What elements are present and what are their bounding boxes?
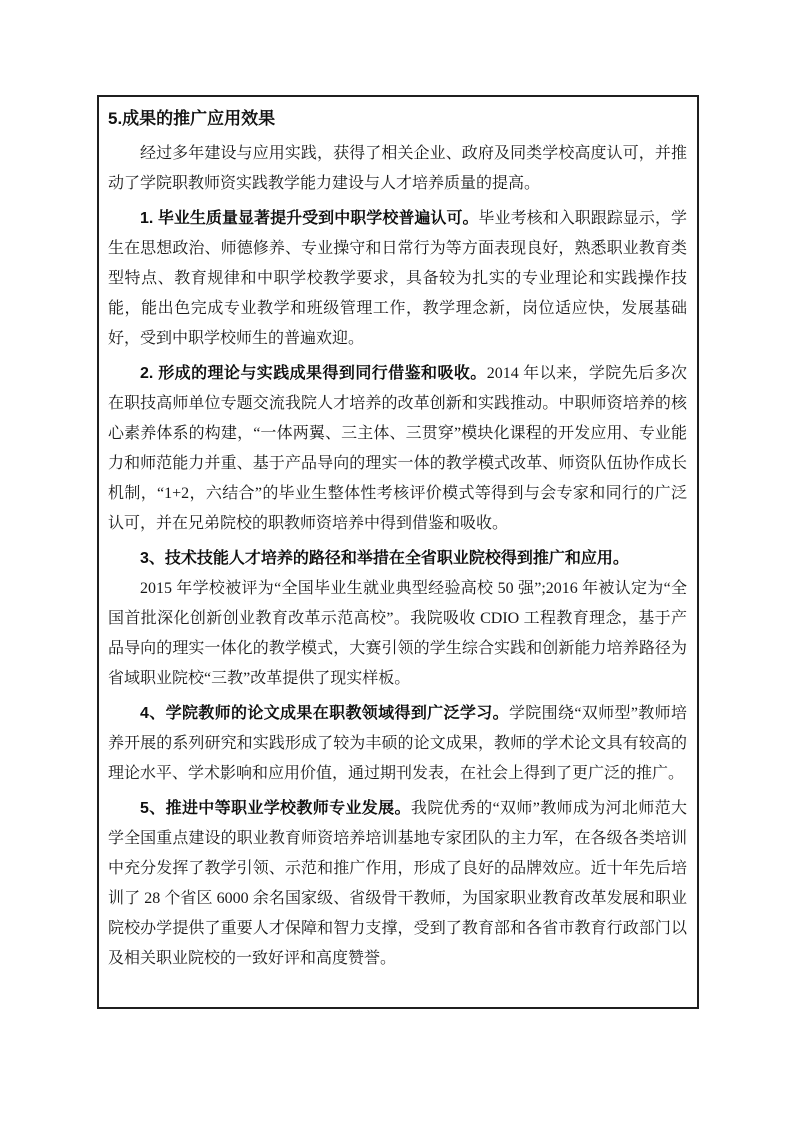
- paragraph-2: [108, 359, 687, 539]
- paragraph-lead: 4、学院教师的论文成果在职教领域得到广泛学习。: [140, 705, 509, 722]
- paragraph-lead: 2. 形成的理论与实践成果得到同行借鉴和吸收。: [140, 365, 487, 382]
- paragraph-1: [108, 204, 687, 354]
- paragraph-6: [108, 794, 687, 974]
- paragraph-5: [108, 699, 687, 789]
- paragraph-lead: 5、推进中等职业学校教师专业发展。: [140, 800, 411, 817]
- paragraph-lead: 3、技术技能人才培养的路径和举措在全省职业院校得到推广和应用。: [140, 550, 629, 567]
- paragraph-4: [108, 574, 687, 694]
- content-table-cell: [97, 95, 699, 1009]
- paragraph-text: 毕业考核和入职跟踪显示，学生在思想政治、师德修养、专业操守和日常行为等方面表现良好，熟悉职业教育类型特点、教育规律和中职学校教学要求，具备较为扎实的专业理论和实践操作技能，能出色完成专业教学和班级管理工作，教学理念新，岗位适应快，发展基础好，受到中职学校师生的普遍欢迎。: [108, 210, 687, 347]
- paragraph-text: 2014 年以来，学院先后多次在职技高师单位专题交流我院人才培养的改革创新和实践推动。中职师资培养的核心素养体系的构建，“一体两翼、三主体、三贯穿”模块化课程的开发应用、专业能力和师范能力并重、基于产品导向的理实一体的教学模式改革、师资队伍协作成长机制，“1+2，六结合”的毕业生整体性考核评价模式等得到与会专家和同行的广泛认可，并在兄弟院校的职教师资培养中得到借鉴和吸收。: [108, 365, 687, 532]
- paragraph-text: 经过多年建设与应用实践，获得了相关企业、政府及同类学校高度认可，并推动了学院职教师资实践教学能力建设与人才培养质量的提高。: [108, 145, 687, 192]
- paragraph-text: 我院优秀的“双师”教师成为河北师范大学全国重点建设的职业教育师资培养培训基地专家团队的主力军，在各级各类培训中充分发挥了教学引领、示范和推广作用，形成了良好的品牌效应。近十年先后培训了 28 个省区 6000 余名国家级、省级骨干教师，为国家职业教育改革发展和职业院校办学提供了重要人才保障和智力支撑，受到了教育部和各省市教育行政部门以及相关职业院校的一致好评和高度赞誉。: [108, 800, 687, 967]
- paragraph-text: 学院围绕“双师型”教师培养开展的系列研究和实践形成了较为丰硕的论文成果，教师的学术论文具有较高的理论水平、学术影响和应用价值，通过期刊发表，在社会上得到了更广泛的推广。: [108, 705, 687, 782]
- paragraph-lead: 1. 毕业生质量显著提升受到中职学校普遍认可。: [140, 210, 479, 227]
- section-title: 5.成果的推广应用效果: [108, 109, 276, 128]
- paragraph-3: [108, 544, 687, 574]
- paragraph-text: 2015 年学校被评为“全国毕业生就业典型经验高校 50 强”;2016 年被认定为“全国首批深化创新创业教育改革示范高校”。我院吸收 CDIO 工程教育理念，基于产品导向的理实一体化的教学模式，大赛引领的学生综合实践和创新能力培养路径为省域职业院校“三教”改革提供了现实样板。: [108, 580, 687, 687]
- paragraph-intro: [108, 139, 687, 199]
